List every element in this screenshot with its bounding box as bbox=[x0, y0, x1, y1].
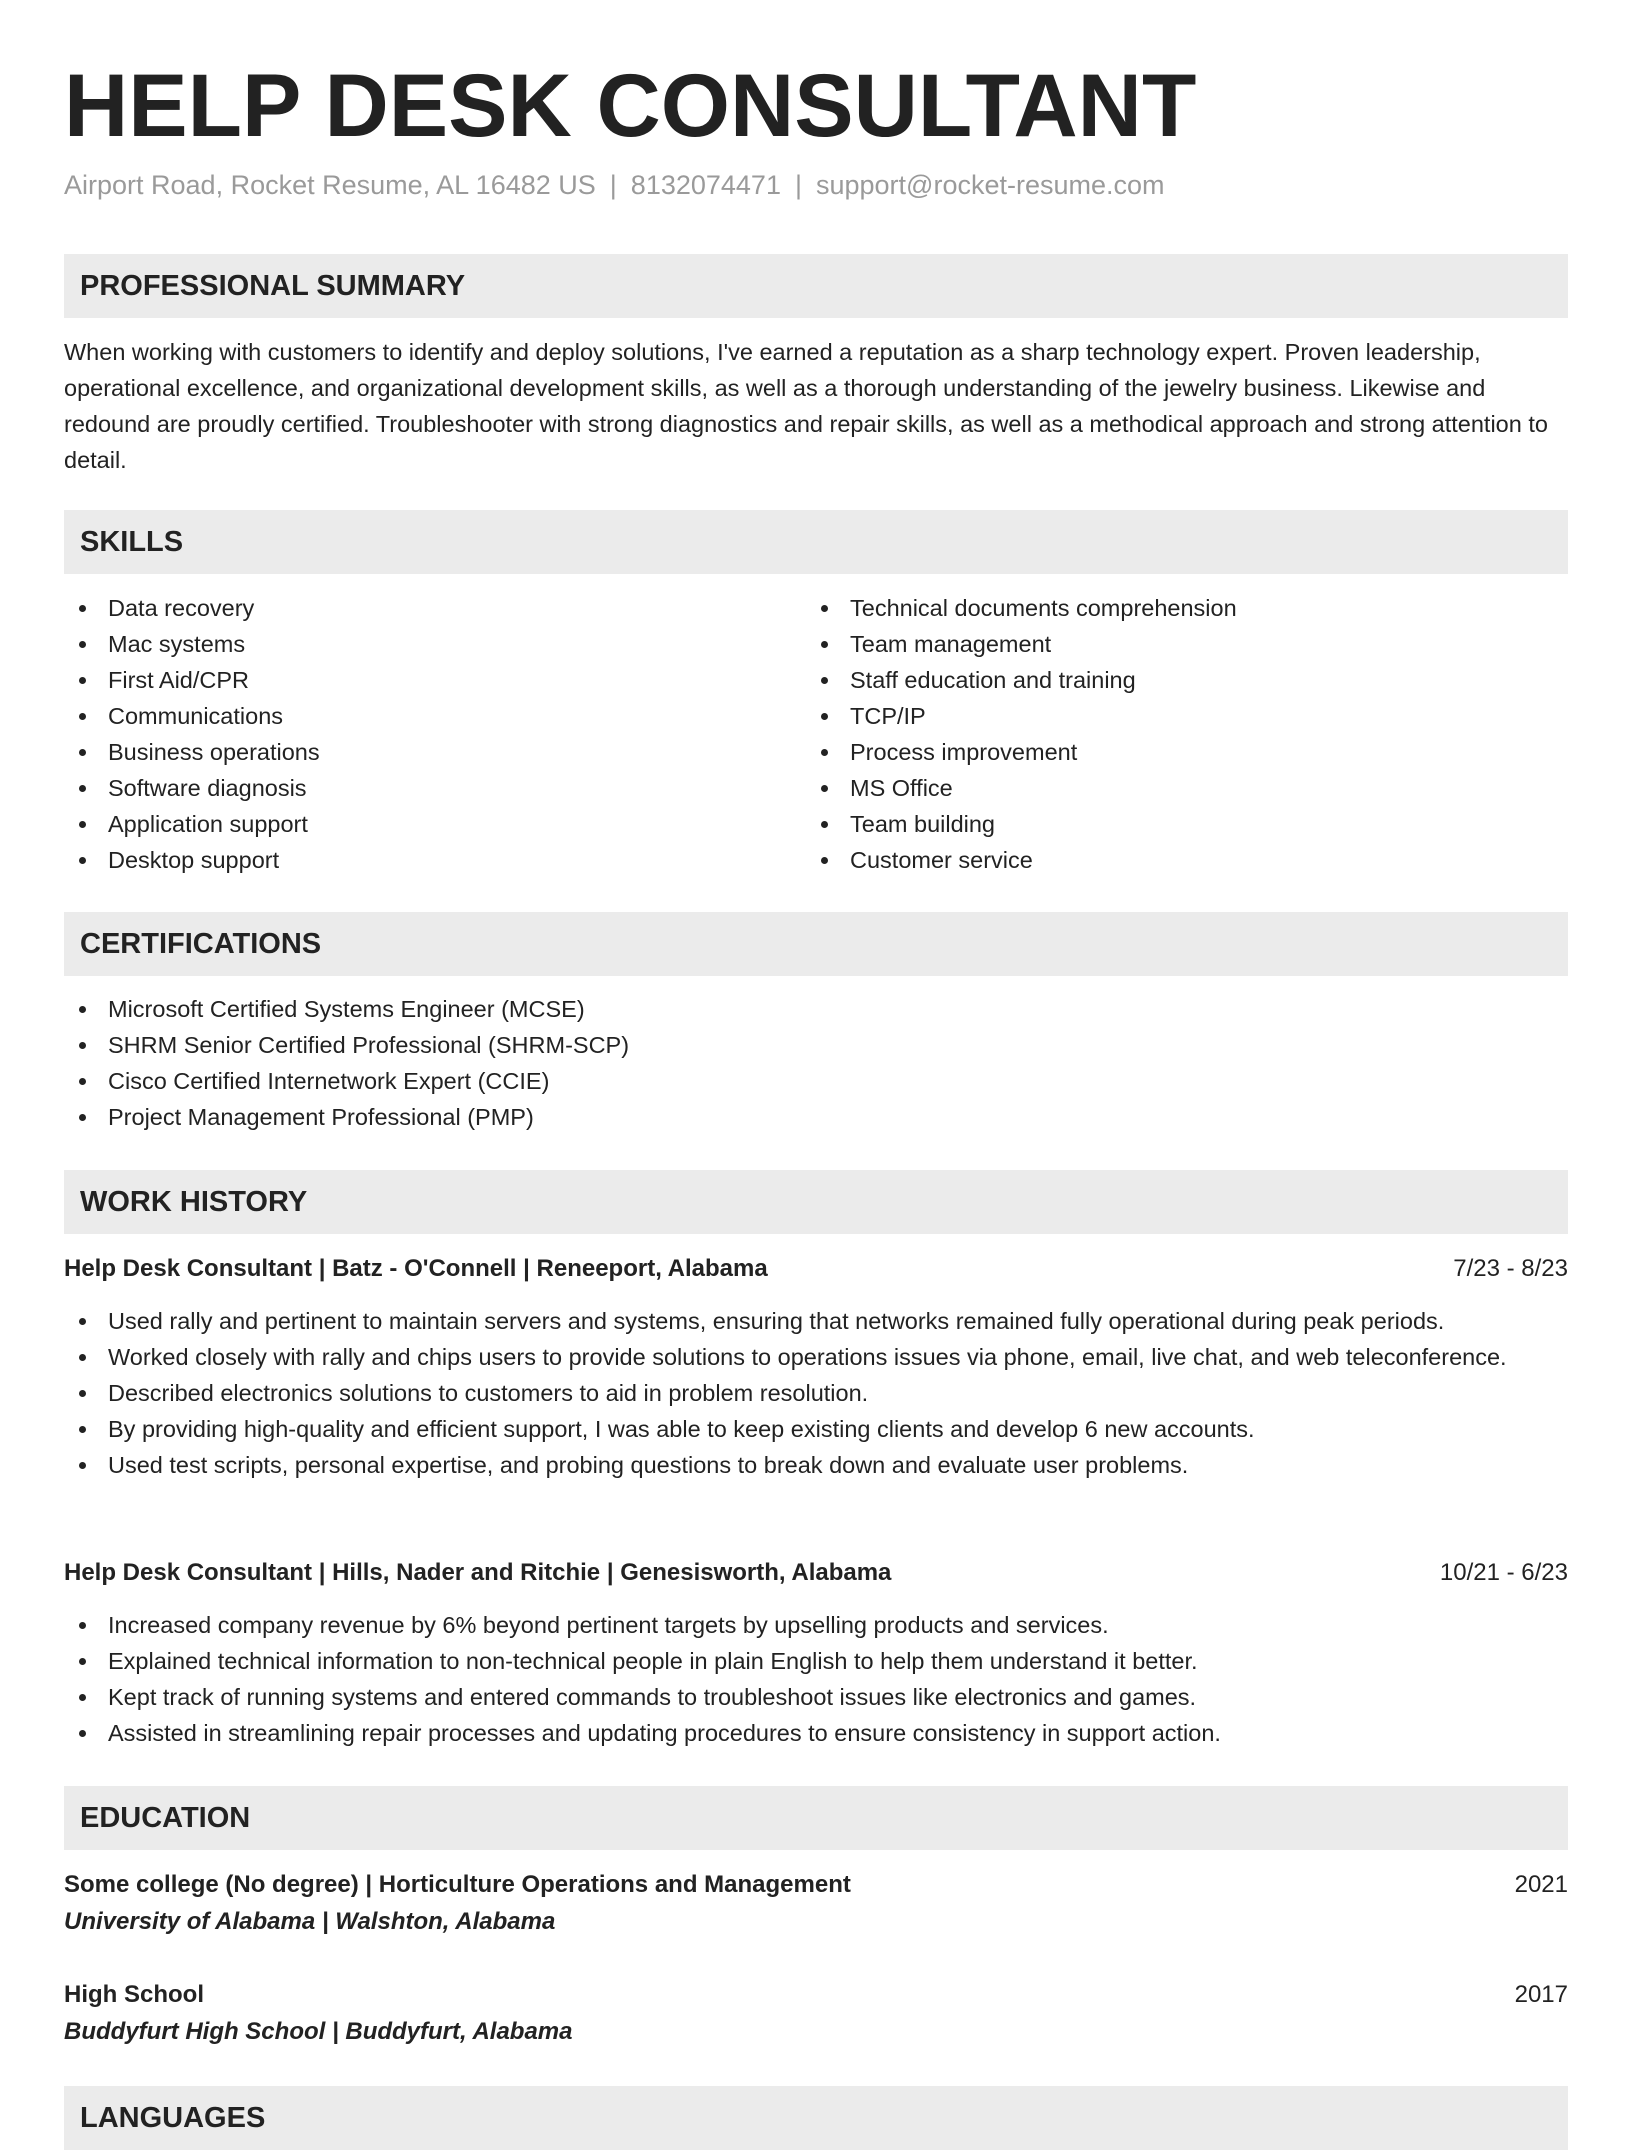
certification-item: Project Management Professional (PMP) bbox=[64, 1099, 629, 1135]
contact-separator: | bbox=[794, 170, 802, 200]
certification-item: SHRM Senior Certified Professional (SHRM-SCP) bbox=[64, 1027, 629, 1063]
skill-item: Application support bbox=[64, 806, 320, 842]
education-school: Buddyfurt High School | Buddyfurt, Alabama bbox=[64, 2018, 573, 2045]
job-bullets bbox=[64, 1303, 1568, 1483]
skill-item: Technical documents comprehension bbox=[806, 590, 1237, 626]
job-bullet: Worked closely with rally and chips users to provide solutions to operations issues via phone, email, live chat, and web teleconference. bbox=[64, 1339, 1508, 1375]
job-bullet: Assisted in streamlining repair processes and updating procedures to ensure consistency in support action. bbox=[64, 1715, 1568, 1751]
job-title: Help Desk Consultant | Batz - O'Connell | Reneeport, Alabama bbox=[64, 1255, 768, 1282]
section-header-work bbox=[64, 1170, 1568, 1234]
job-bullet: Used test scripts, personal expertise, and probing questions to break down and evaluate user problems. bbox=[64, 1447, 1568, 1483]
job-bullet: Kept track of running systems and entered commands to troubleshoot issues like electronics and games. bbox=[64, 1679, 1568, 1715]
education-degree: Some college (No degree) | Horticulture Operations and Management bbox=[64, 1871, 851, 1898]
skill-item: MS Office bbox=[806, 770, 1237, 806]
skill-item: Data recovery bbox=[64, 590, 320, 626]
section-title: SKILLS bbox=[80, 526, 184, 558]
skill-item: Team management bbox=[806, 626, 1237, 662]
job-dates: 7/23 - 8/23 bbox=[1453, 1255, 1568, 1282]
skill-item: First Aid/CPR bbox=[64, 662, 320, 698]
certification-item: Microsoft Certified Systems Engineer (MCSE) bbox=[64, 991, 629, 1027]
job-bullet: By providing high-quality and efficient support, I was able to keep existing clients and develop 6 new accounts. bbox=[64, 1411, 1568, 1447]
skill-item: Mac systems bbox=[64, 626, 320, 662]
skill-item: Team building bbox=[806, 806, 1237, 842]
job-dates: 10/21 - 6/23 bbox=[1439, 1559, 1568, 1586]
education-school: University of Alabama | Walshton, Alabama bbox=[64, 1908, 556, 1935]
contact-email: support@rocket-resume.com bbox=[815, 170, 1165, 200]
contact-address: Airport Road, Rocket Resume, AL 16482 US bbox=[64, 170, 596, 200]
section-title: CERTIFICATIONS bbox=[80, 928, 322, 960]
section-title: EDUCATION bbox=[80, 1802, 251, 1834]
skill-item: Business operations bbox=[64, 734, 320, 770]
section-header-languages bbox=[64, 2086, 1568, 2150]
section-header-education bbox=[64, 1786, 1568, 1850]
job-bullet: Used rally and pertinent to maintain servers and systems, ensuring that networks remained fully operational during peak periods. bbox=[64, 1303, 1568, 1339]
job-bullet: Increased company revenue by 6% beyond pertinent targets by upselling products and services. bbox=[64, 1607, 1568, 1643]
section-title: PROFESSIONAL SUMMARY bbox=[80, 270, 466, 302]
contact-separator: | bbox=[609, 170, 617, 200]
education-degree: High School bbox=[64, 1981, 204, 2008]
section-title: LANGUAGES bbox=[80, 2102, 266, 2134]
job-bullet: Described electronics solutions to customers to aid in problem resolution. bbox=[64, 1375, 1568, 1411]
skill-item: Communications bbox=[64, 698, 320, 734]
contact-phone: 8132074471 bbox=[630, 170, 781, 200]
skill-item: TCP/IP bbox=[806, 698, 1237, 734]
section-header-skills bbox=[64, 510, 1568, 574]
skill-item: Desktop support bbox=[64, 842, 320, 878]
job-bullets bbox=[64, 1607, 1568, 1751]
education-year: 2021 bbox=[1514, 1871, 1568, 1898]
skill-item: Staff education and training bbox=[806, 662, 1237, 698]
summary-text: When working with customers to identify and deploy solutions, I've earned a reputation as a sharp technology expert. Proven leadership, operational excellence, and organizational development skills, as well as a thorough understanding of the jewelry business. Likewise and redound are proudly certified. Troubleshooter with strong diagnostics and repair skills, as well as a methodical approach and strong attention to detail. bbox=[64, 339, 1548, 473]
skills-list-left bbox=[64, 590, 320, 878]
section-title: WORK HISTORY bbox=[80, 1186, 308, 1218]
skill-item: Software diagnosis bbox=[64, 770, 320, 806]
certifications-list bbox=[64, 991, 629, 1135]
resume-name: HELP DESK CONSULTANT bbox=[64, 55, 1197, 155]
section-header-certifications bbox=[64, 912, 1568, 976]
contact-line bbox=[64, 165, 1165, 205]
skill-item: Customer service bbox=[806, 842, 1237, 878]
section-header-summary bbox=[64, 254, 1568, 318]
skill-item: Process improvement bbox=[806, 734, 1237, 770]
job-title: Help Desk Consultant | Hills, Nader and Ritchie | Genesisworth, Alabama bbox=[64, 1559, 892, 1586]
certification-item: Cisco Certified Internetwork Expert (CCIE) bbox=[64, 1063, 629, 1099]
job-bullet: Explained technical information to non-technical people in plain English to help them understand it better. bbox=[64, 1643, 1568, 1679]
education-year: 2017 bbox=[1514, 1981, 1568, 2008]
skills-list-right bbox=[806, 590, 1237, 878]
